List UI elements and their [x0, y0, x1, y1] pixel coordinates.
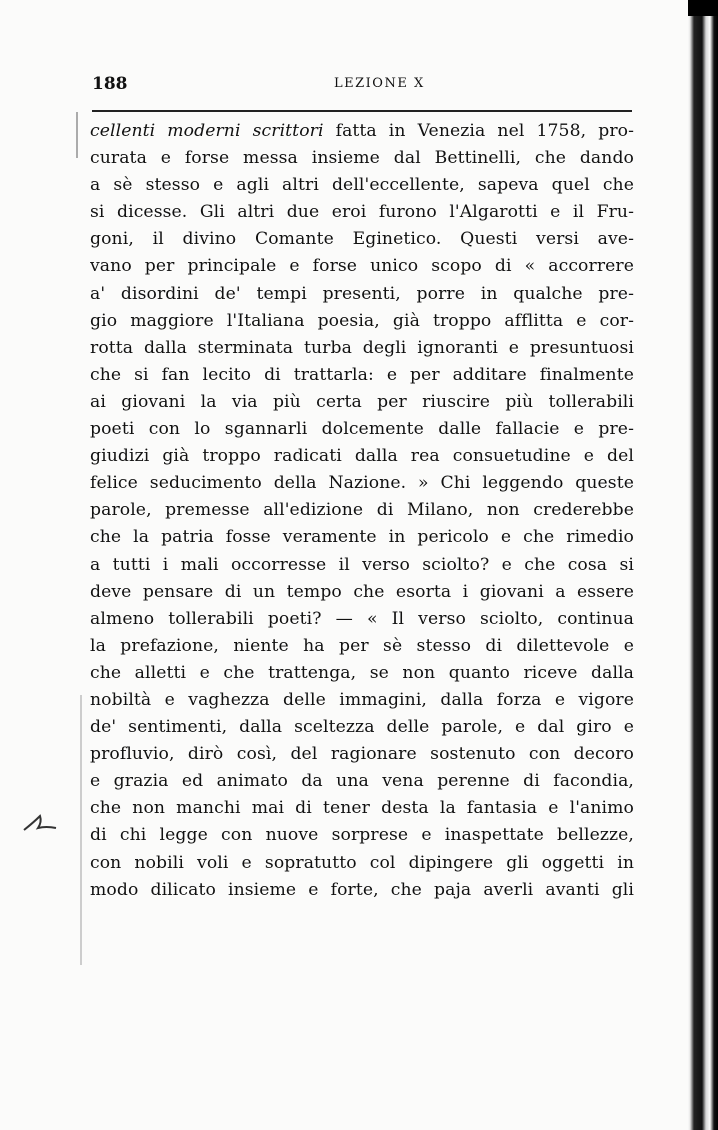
text-line: poeti con lo sgannarli dolcemente dalle fallacie e pre- — [90, 419, 634, 440]
text-line: almeno tollerabili poeti? — « Il verso sciolto, continua — [90, 608, 634, 629]
margin-annotation-icon — [20, 808, 60, 838]
running-head: LEZIONE X — [334, 76, 425, 91]
text-line: ai giovani la via più certa per riuscire più tollerabili — [90, 391, 634, 412]
text-line: gio maggiore l'Italiana poesia, già troppo afflitta e cor- — [90, 310, 634, 331]
italic-title: cellenti moderni scrittori — [90, 121, 324, 141]
body-text — [90, 118, 634, 904]
text-line: con nobili voli e sopratutto col dipingere gli oggetti in — [90, 852, 634, 873]
text-line: nobiltà e vaghezza delle immagini, dalla forza e vigore — [90, 689, 634, 710]
margin-pencil-line-top — [76, 112, 78, 158]
text-line: a sè stesso e agli altri dell'eccellente, sapeva quel che — [90, 175, 634, 196]
page-edge-shadow — [688, 0, 718, 1130]
text-line: che la patria fosse veramente in pericolo e che rimedio — [90, 527, 634, 548]
text-line: felice seducimento della Nazione. » Chi leggendo queste — [90, 473, 634, 494]
scan-corner — [688, 0, 718, 16]
text-line: che non manchi mai di tener desta la fantasia e l'animo — [90, 798, 634, 819]
page-number: 188 — [92, 74, 128, 94]
text-line: de' sentimenti, dalla sceltezza delle parole, e dal giro e — [90, 717, 634, 738]
text-line-1-rest: fatta in Venezia nel 1758, pro- — [323, 121, 634, 141]
margin-pencil-line-bottom — [80, 695, 82, 965]
text-line: curata e forse messa insieme dal Bettinelli, che dando — [90, 148, 634, 169]
text-line: vano per principale e forse unico scopo di « accorrere — [90, 256, 634, 277]
text-line: a' disordini de' tempi presenti, porre in qualche pre- — [90, 283, 634, 304]
text-line: che alletti e che trattenga, se non quanto riceve dalla — [90, 662, 634, 683]
text-line: si dicesse. Gli altri due eroi furono l'Algarotti e il Fru- — [90, 202, 634, 223]
text-line: che si fan lecito di trattarla: e per additare finalmente — [90, 364, 634, 385]
text-line: giudizi già troppo radicati dalla rea consuetudine e del — [90, 446, 634, 467]
text-line: parole, premesse all'edizione di Milano, non crederebbe — [90, 500, 634, 521]
page-header — [92, 74, 632, 102]
text-line-1 — [90, 118, 634, 145]
text-line: deve pensare di un tempo che esorta i giovani a essere — [90, 581, 634, 602]
text-line: e grazia ed animato da una vena perenne di facondia, — [90, 771, 634, 792]
text-line: rotta dalla sterminata turba degli ignoranti e presuntuosi — [90, 337, 634, 358]
text-line: profluvio, dirò così, del ragionare sostenuto con decoro — [90, 744, 634, 765]
text-line: goni, il divino Comante Eginetico. Questi versi ave- — [90, 229, 634, 250]
header-rule — [92, 110, 632, 112]
text-line: di chi legge con nuove sorprese e inaspettate bellezze, — [90, 825, 634, 846]
text-line: a tutti i mali occorresse il verso sciolto? e che cosa si — [90, 554, 634, 575]
text-line: la prefazione, niente ha per sè stesso di dilettevole e — [90, 635, 634, 656]
text-line: modo dilicato insieme e forte, che paja averli avanti gli — [90, 879, 634, 900]
